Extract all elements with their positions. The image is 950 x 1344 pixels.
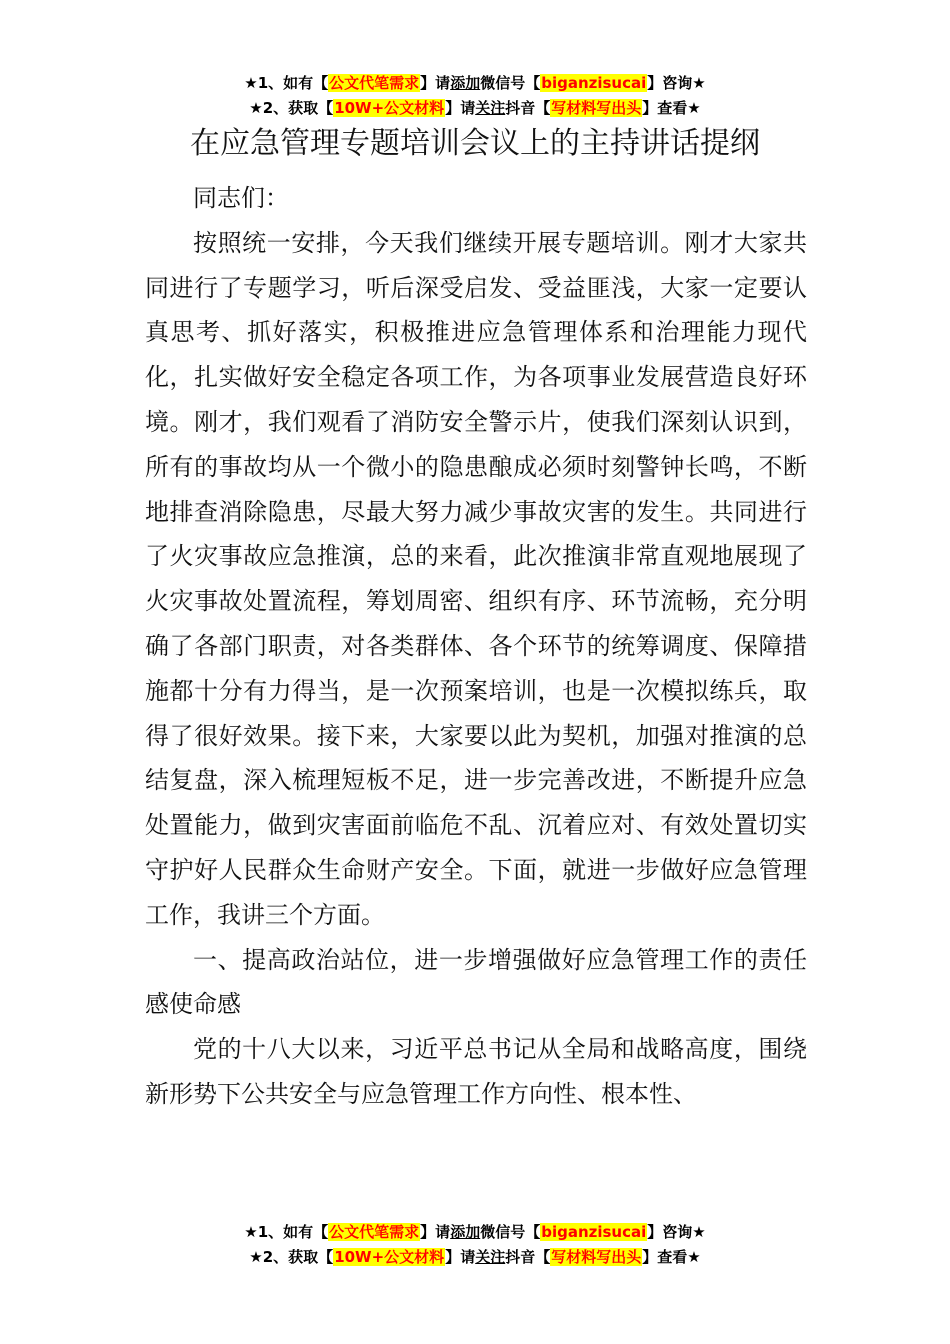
banner-highlight: 写材料写出头: [551, 1248, 642, 1266]
banner-highlight: 10W+公文材料: [334, 1248, 445, 1266]
footer-banner: [0, 1220, 950, 1270]
banner-line-1: ★1、如有【公文代笔需求】请添加微信号【biganzisucai】咨询★: [244, 74, 706, 92]
banner-line-2: ★2、获取【10W+公文材料】请关注抖音【写材料写出头】查看★: [249, 99, 701, 117]
document-body: [145, 176, 807, 1117]
section-heading: 一、提高政治站位，进一步增强做好应急管理工作的责任感使命感: [145, 945, 807, 1019]
banner-line-1: ★1、如有【公文代笔需求】请添加微信号【biganzisucai】咨询★: [244, 1223, 706, 1241]
banner-highlight: 10W+公文材料: [334, 99, 445, 117]
banner-highlight: 公文代笔需求: [329, 74, 420, 92]
header-banner: [0, 71, 950, 121]
paragraph: 按照统一安排，今天我们继续开展专题培训。刚才大家共同进行了专题学习，听后深受启发、受益匪浅，大家一定要认真思考、抓好落实，积极推进应急管理体系和治理能力现代化，扎实做好安全稳定各项工作，为各项事业发展营造良好环境。刚才，我们观看了消防安全警示片，使我们深刻认识到，所有的事故均从一个微小的隐患酿成必须时刻警钟长鸣，不断地排查消除隐患，尽最大努力减少事故灾害的发生。共同进行了火灾事故应急推演，总的来看，此次推演非常直观地展现了火灾事故处置流程，筹划周密、组织有序、环节流畅，充分明确了各部门职责，对各类群体、各个环节的统筹调度、保障措施都十分有力得当，是一次预案培训，也是一次模拟练兵，取得了很好效果。接下来，大家要以此为契机，加强对推演的总结复盘，深入梳理短板不足，进一步完善改进，不断提升应急处置能力，做到灾害面前临危不乱、沉着应对、有效处置切实守护好人民群众生命财产安全。下面，就进一步做好应急管理工作，我讲三个方面。: [145, 228, 807, 929]
banner-highlight: 写材料写出头: [551, 99, 642, 117]
banner-highlight: 公文代笔需求: [329, 1223, 420, 1241]
salutation: 同志们：: [193, 184, 289, 212]
paragraph: 党的十八大以来，习近平总书记从全局和战略高度，围绕新形势下公共安全与应急管理工作方向性、根本性、: [145, 1035, 807, 1108]
banner-line-2: ★2、获取【10W+公文材料】请关注抖音【写材料写出头】查看★: [249, 1248, 701, 1266]
banner-highlight: biganzisucai: [541, 1223, 647, 1241]
banner-highlight: biganzisucai: [541, 74, 647, 92]
document-title: 在应急管理专题培训会议上的主持讲话提纲: [190, 126, 760, 161]
